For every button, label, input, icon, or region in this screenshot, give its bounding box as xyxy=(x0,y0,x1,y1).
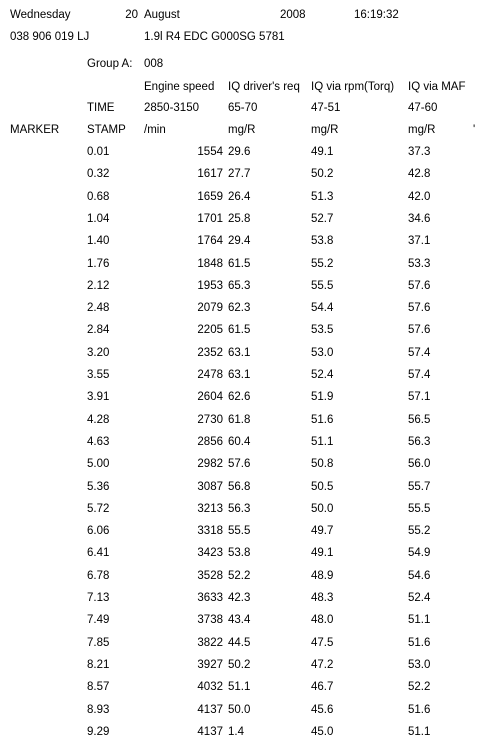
iq-rpm-cell: 45.6 xyxy=(311,704,334,716)
column-marker-label: MARKER xyxy=(10,124,60,136)
time-stamp-cell: 1.04 xyxy=(87,213,110,225)
iq-rpm-cell: 53.8 xyxy=(311,235,334,247)
engine-speed-cell: 4137 xyxy=(197,726,223,738)
engine-speed-cell: 3318 xyxy=(197,525,223,537)
iq-maf-cell: 57.6 xyxy=(408,324,431,336)
iq-driver-cell: 57.6 xyxy=(228,458,251,470)
iq-maf-cell: 54.6 xyxy=(408,570,431,582)
iq-driver-cell: 62.3 xyxy=(228,302,251,314)
iq-maf-cell: 57.6 xyxy=(408,280,431,292)
iq-rpm-cell: 55.5 xyxy=(311,280,334,292)
time-stamp-cell: 4.63 xyxy=(87,436,110,448)
engine-speed-cell: 3528 xyxy=(197,570,223,582)
iq-rpm-cell: 52.4 xyxy=(311,369,334,381)
iq-driver-cell: 62.6 xyxy=(228,391,251,403)
iq-rpm-cell: 50.2 xyxy=(311,168,334,180)
column-iq-maf-unit: mg/R xyxy=(408,124,436,136)
iq-rpm-cell: 54.4 xyxy=(311,302,334,314)
time-stamp-cell: 8.21 xyxy=(87,659,110,671)
iq-maf-cell: 51.1 xyxy=(408,614,431,626)
time-stamp-cell: 3.91 xyxy=(87,391,110,403)
iq-maf-cell: 37.3 xyxy=(408,146,431,158)
engine-speed-cell: 2730 xyxy=(197,414,223,426)
iq-rpm-cell: 53.5 xyxy=(311,324,334,336)
time-stamp-cell: 6.06 xyxy=(87,525,110,537)
engine-speed-cell: 1659 xyxy=(197,191,223,203)
iq-driver-cell: 56.8 xyxy=(228,481,251,493)
header-day: 20 xyxy=(125,9,138,21)
iq-rpm-cell: 49.1 xyxy=(311,547,334,559)
iq-driver-cell: 61.5 xyxy=(228,324,251,336)
iq-rpm-cell: 48.3 xyxy=(311,592,334,604)
iq-maf-cell: 42.0 xyxy=(408,191,431,203)
iq-maf-cell: 55.2 xyxy=(408,525,431,537)
iq-rpm-cell: 51.1 xyxy=(311,436,334,448)
iq-maf-cell: 55.7 xyxy=(408,481,431,493)
header-month: August xyxy=(144,9,180,21)
iq-rpm-cell: 48.9 xyxy=(311,570,334,582)
iq-driver-cell: 55.5 xyxy=(228,525,251,537)
time-stamp-cell: 2.84 xyxy=(87,324,110,336)
column-time-label: TIME xyxy=(87,102,115,114)
iq-driver-cell: 65.3 xyxy=(228,280,251,292)
iq-driver-cell: 63.1 xyxy=(228,369,251,381)
iq-rpm-cell: 48.0 xyxy=(311,614,334,626)
header-time: 16:19:32 xyxy=(354,9,399,21)
column-iq-rpm-unit: mg/R xyxy=(311,124,339,136)
group-value: 008 xyxy=(144,58,164,70)
column-iq-maf-name: IQ via MAF xyxy=(408,81,466,93)
time-stamp-cell: 7.85 xyxy=(87,637,110,649)
time-stamp-cell: 3.20 xyxy=(87,347,110,359)
time-stamp-cell: 0.32 xyxy=(87,168,110,180)
iq-driver-cell: 61.8 xyxy=(228,414,251,426)
time-stamp-cell: 0.01 xyxy=(87,146,110,158)
iq-rpm-cell: 51.6 xyxy=(311,414,334,426)
iq-rpm-cell: 49.1 xyxy=(311,146,334,158)
engine-speed-cell: 3738 xyxy=(197,614,223,626)
iq-rpm-cell: 49.7 xyxy=(311,525,334,537)
column-iq-maf-spec: 47-60 xyxy=(408,102,438,114)
engine-speed-cell: 4137 xyxy=(197,704,223,716)
column-extra-unit: ' xyxy=(473,124,476,136)
iq-maf-cell: 57.4 xyxy=(408,369,431,381)
iq-maf-cell: 57.1 xyxy=(408,391,431,403)
engine-speed-cell: 1617 xyxy=(197,168,223,180)
column-iq-driver-name: IQ driver's req xyxy=(228,81,300,93)
engine-speed-cell: 1848 xyxy=(197,258,223,270)
time-stamp-cell: 2.48 xyxy=(87,302,110,314)
engine-speed-cell: 2079 xyxy=(197,302,223,314)
iq-driver-cell: 61.5 xyxy=(228,258,251,270)
iq-rpm-cell: 51.9 xyxy=(311,391,334,403)
time-stamp-cell: 6.78 xyxy=(87,570,110,582)
iq-rpm-cell: 50.0 xyxy=(311,503,334,515)
time-stamp-cell: 9.29 xyxy=(87,726,110,738)
column-engine-speed-unit: /min xyxy=(144,124,166,136)
iq-rpm-cell: 53.0 xyxy=(311,347,334,359)
time-stamp-cell: 8.93 xyxy=(87,704,110,716)
iq-maf-cell: 51.6 xyxy=(408,637,431,649)
engine-speed-cell: 3927 xyxy=(197,659,223,671)
iq-driver-cell: 43.4 xyxy=(228,614,251,626)
engine-speed-cell: 1953 xyxy=(197,280,223,292)
time-stamp-cell: 6.41 xyxy=(87,547,110,559)
engine-speed-cell: 2478 xyxy=(197,369,223,381)
time-stamp-cell: 1.40 xyxy=(87,235,110,247)
time-stamp-cell: 7.13 xyxy=(87,592,110,604)
time-stamp-cell: 1.76 xyxy=(87,258,110,270)
column-engine-speed-spec: 2850-3150 xyxy=(144,102,199,114)
iq-rpm-cell: 45.0 xyxy=(311,726,334,738)
time-stamp-cell: 5.36 xyxy=(87,481,110,493)
header-year: 2008 xyxy=(280,9,306,21)
engine-speed-cell: 2205 xyxy=(197,324,223,336)
group-label: Group A: xyxy=(87,58,133,70)
column-stamp-label: STAMP xyxy=(87,124,126,136)
iq-rpm-cell: 52.7 xyxy=(311,213,334,225)
iq-maf-cell: 57.4 xyxy=(408,347,431,359)
iq-rpm-cell: 46.7 xyxy=(311,681,334,693)
iq-maf-cell: 57.6 xyxy=(408,302,431,314)
engine-speed-cell: 4032 xyxy=(197,681,223,693)
iq-maf-cell: 51.6 xyxy=(408,704,431,716)
iq-maf-cell: 52.4 xyxy=(408,592,431,604)
column-iq-driver-spec: 65-70 xyxy=(228,102,258,114)
iq-driver-cell: 25.8 xyxy=(228,213,251,225)
iq-driver-cell: 60.4 xyxy=(228,436,251,448)
engine-description: 1.9l R4 EDC G000SG 5781 xyxy=(144,31,285,43)
iq-maf-cell: 56.5 xyxy=(408,414,431,426)
engine-speed-cell: 1554 xyxy=(197,146,223,158)
time-stamp-cell: 5.00 xyxy=(87,458,110,470)
iq-driver-cell: 26.4 xyxy=(228,191,251,203)
iq-maf-cell: 34.6 xyxy=(408,213,431,225)
iq-driver-cell: 50.2 xyxy=(228,659,251,671)
iq-driver-cell: 53.8 xyxy=(228,547,251,559)
engine-speed-cell: 1701 xyxy=(197,213,223,225)
iq-rpm-cell: 47.5 xyxy=(311,637,334,649)
iq-maf-cell: 56.3 xyxy=(408,436,431,448)
time-stamp-cell: 3.55 xyxy=(87,369,110,381)
iq-rpm-cell: 50.5 xyxy=(311,481,334,493)
column-iq-rpm-name: IQ via rpm(Torq) xyxy=(311,81,395,93)
engine-speed-cell: 2352 xyxy=(197,347,223,359)
iq-maf-cell: 42.8 xyxy=(408,168,431,180)
iq-driver-cell: 50.0 xyxy=(228,704,251,716)
engine-speed-cell: 3633 xyxy=(197,592,223,604)
iq-maf-cell: 53.3 xyxy=(408,258,431,270)
part-number: 038 906 019 LJ xyxy=(10,31,90,43)
iq-driver-cell: 63.1 xyxy=(228,347,251,359)
time-stamp-cell: 7.49 xyxy=(87,614,110,626)
column-iq-rpm-spec: 47-51 xyxy=(311,102,341,114)
time-stamp-cell: 5.72 xyxy=(87,503,110,515)
time-stamp-cell: 2.12 xyxy=(87,280,110,292)
time-stamp-cell: 0.68 xyxy=(87,191,110,203)
column-iq-driver-unit: mg/R xyxy=(228,124,256,136)
engine-speed-cell: 3822 xyxy=(197,637,223,649)
iq-rpm-cell: 50.8 xyxy=(311,458,334,470)
iq-driver-cell: 52.2 xyxy=(228,570,251,582)
iq-maf-cell: 53.0 xyxy=(408,659,431,671)
iq-maf-cell: 54.9 xyxy=(408,547,431,559)
engine-speed-cell: 3423 xyxy=(197,547,223,559)
engine-speed-cell: 2856 xyxy=(197,436,223,448)
time-stamp-cell: 4.28 xyxy=(87,414,110,426)
engine-speed-cell: 2982 xyxy=(197,458,223,470)
iq-driver-cell: 51.1 xyxy=(228,681,251,693)
iq-maf-cell: 52.2 xyxy=(408,681,431,693)
iq-driver-cell: 29.6 xyxy=(228,146,251,158)
iq-rpm-cell: 47.2 xyxy=(311,659,334,671)
iq-driver-cell: 1.4 xyxy=(228,726,244,738)
iq-driver-cell: 44.5 xyxy=(228,637,251,649)
iq-rpm-cell: 51.3 xyxy=(311,191,334,203)
iq-driver-cell: 29.4 xyxy=(228,235,251,247)
engine-speed-cell: 2604 xyxy=(197,391,223,403)
iq-driver-cell: 27.7 xyxy=(228,168,251,180)
iq-maf-cell: 55.5 xyxy=(408,503,431,515)
engine-speed-cell: 1764 xyxy=(197,235,223,247)
iq-maf-cell: 56.0 xyxy=(408,458,431,470)
engine-speed-cell: 3087 xyxy=(197,481,223,493)
iq-driver-cell: 56.3 xyxy=(228,503,251,515)
iq-maf-cell: 37.1 xyxy=(408,235,431,247)
iq-rpm-cell: 55.2 xyxy=(311,258,334,270)
iq-driver-cell: 42.3 xyxy=(228,592,251,604)
column-engine-speed-name: Engine speed xyxy=(144,81,215,93)
engine-speed-cell: 3213 xyxy=(197,503,223,515)
time-stamp-cell: 8.57 xyxy=(87,681,110,693)
iq-maf-cell: 51.1 xyxy=(408,726,431,738)
header-weekday: Wednesday xyxy=(10,9,71,21)
